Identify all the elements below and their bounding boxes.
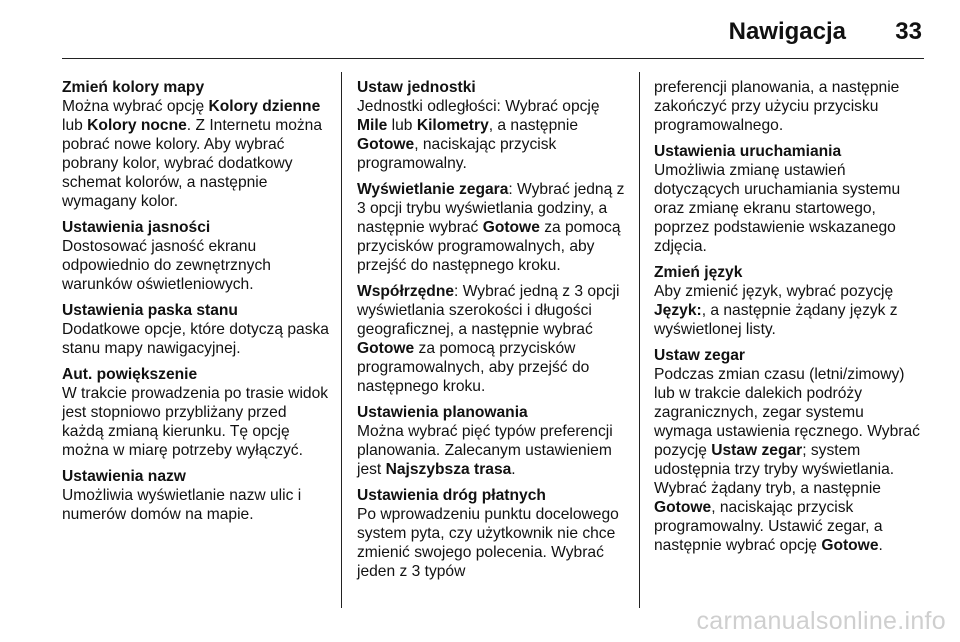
section-clock bbox=[654, 346, 924, 555]
section-text: za pomocą przycisków programowalnych, aby przejść do następnego kroku. bbox=[357, 340, 590, 395]
column-divider-1 bbox=[341, 72, 342, 608]
section-text: Umożliwia zmianę ustawień dotyczących uruchamiania systemu oraz zmianę ekranu startowego, poprzez podstawienie wskazanego zdjęcia. bbox=[654, 162, 901, 255]
option-name: Język: bbox=[654, 302, 702, 319]
section-status-bar bbox=[62, 301, 330, 358]
paragraph-continued bbox=[654, 78, 924, 135]
section-heading: Ustaw zegar bbox=[654, 347, 745, 364]
section-text: : Wybrać jedną z 3 opcji wyświetlania szerokości i długości geograficznej, a następnie wybrać bbox=[357, 283, 620, 338]
option-name: Kolory dzienne bbox=[208, 98, 321, 115]
section-auto-zoom bbox=[62, 365, 330, 460]
section-text: , naciskając przycisk programowalny. bbox=[357, 136, 557, 172]
page-number: 33 bbox=[895, 18, 922, 45]
section-text: preferencji planowania, a następnie zakończyć przy użyciu przycisku programowalnego. bbox=[654, 79, 900, 134]
option-name: Gotowe bbox=[357, 340, 415, 357]
section-text: lub bbox=[387, 117, 417, 134]
section-text: , a następnie żądany język z wyświetlonej listy. bbox=[654, 302, 898, 338]
section-text: . bbox=[878, 537, 883, 554]
option-name: Kolory nocne bbox=[87, 117, 187, 134]
column-3 bbox=[654, 78, 924, 562]
page-header bbox=[62, 12, 924, 59]
section-text: Można wybrać pięć typów preferencji planowania. Zalecanym ustawieniem jest bbox=[357, 423, 613, 478]
section-text: ; system udostępnia trzy tryby wyświetlania. Wybrać żądany tryb, a następnie bbox=[654, 442, 895, 497]
section-toll-roads bbox=[357, 486, 627, 581]
section-text: , naciskając przycisk programowalny. Ustawić zegar, a następnie wybrać opcję bbox=[654, 499, 883, 554]
section-text: Aby zmienić język, wybrać pozycję bbox=[654, 283, 894, 300]
section-text: Podczas zmian czasu (letni/zimowy) lub w trakcie dalekich podróży zagranicznych, zegar systemu wymaga ustawienia ręcznego. Wybrać pozycję bbox=[654, 366, 920, 459]
page-title: Nawigacja bbox=[728, 18, 846, 45]
watermark: carmanualsonline.info bbox=[696, 607, 946, 635]
section-language bbox=[654, 263, 924, 339]
option-name: Mile bbox=[357, 117, 388, 134]
section-units bbox=[357, 78, 627, 173]
section-heading: Zmień kolory mapy bbox=[62, 79, 205, 96]
section-text: : Wybrać jedną z 3 opcji trybu wyświetlania godziny, a następnie wybrać bbox=[357, 181, 625, 236]
column-divider-2 bbox=[639, 72, 640, 608]
section-text: Dostosować jasność ekranu odpowiednio do zewnętrznych warunków oświetleniowych. bbox=[62, 238, 271, 293]
paragraph-clock-display bbox=[357, 180, 627, 275]
option-name: Wyświetlanie zegara bbox=[357, 181, 509, 198]
option-name: Ustaw zegar bbox=[711, 442, 803, 459]
section-map-colors bbox=[62, 78, 330, 211]
section-planning bbox=[357, 403, 627, 479]
option-name: Najszybsza trasa bbox=[385, 461, 512, 478]
section-names bbox=[62, 467, 330, 524]
section-text: . Z Internetu można pobrać nowe kolory. Aby wybrać pobrany kolor, wybrać dodatkowy schemat kolorów, a następnie wymagany kolor. bbox=[62, 117, 323, 210]
section-text: Jednostki odległości: Wybrać opcję bbox=[357, 98, 600, 115]
option-name: Współrzędne bbox=[357, 283, 455, 300]
section-text: Po wprowadzeniu punktu docelowego system pyta, czy użytkownik nie chce zmienić swojego polecenia. Wybrać jeden z 3 typów bbox=[357, 506, 619, 580]
section-heading: Ustawienia paska stanu bbox=[62, 302, 238, 319]
section-heading: Ustawienia nazw bbox=[62, 468, 186, 485]
section-text: Można wybrać opcję bbox=[62, 98, 209, 115]
section-text: Umożliwia wyświetlanie nazw ulic i numerów domów na mapie. bbox=[62, 487, 302, 523]
section-text: , a następnie bbox=[488, 117, 579, 134]
section-text: W trakcie prowadzenia po trasie widok jest stopniowo przybliżany przed każdą zmianą kierunku. Tę opcję można w miarę potrzeby wyłączyć. bbox=[62, 385, 329, 459]
section-heading: Zmień język bbox=[654, 264, 743, 281]
section-heading: Aut. powiększenie bbox=[62, 366, 198, 383]
section-heading: Ustawienia jasności bbox=[62, 219, 211, 236]
section-brightness bbox=[62, 218, 330, 294]
column-2 bbox=[357, 78, 627, 588]
section-startup bbox=[654, 142, 924, 256]
paragraph-coordinates bbox=[357, 282, 627, 396]
section-heading: Ustaw jednostki bbox=[357, 79, 476, 96]
section-text: . bbox=[511, 461, 516, 478]
section-heading: Ustawienia dróg płatnych bbox=[357, 487, 546, 504]
option-name: Gotowe bbox=[482, 219, 540, 236]
section-heading: Ustawienia uruchamiania bbox=[654, 143, 842, 160]
section-text: lub bbox=[62, 117, 88, 134]
section-heading: Ustawienia planowania bbox=[357, 404, 528, 421]
option-name: Gotowe bbox=[654, 499, 712, 516]
section-text: Dodatkowe opcje, które dotyczą paska stanu mapy nawigacyjnej. bbox=[62, 321, 329, 357]
section-text: za pomocą przycisków programowalnych, aby przejść do następnego kroku. bbox=[357, 219, 621, 274]
option-name: Kilometry bbox=[416, 117, 489, 134]
column-1 bbox=[62, 78, 330, 531]
option-name: Gotowe bbox=[357, 136, 415, 153]
option-name: Gotowe bbox=[821, 537, 879, 554]
